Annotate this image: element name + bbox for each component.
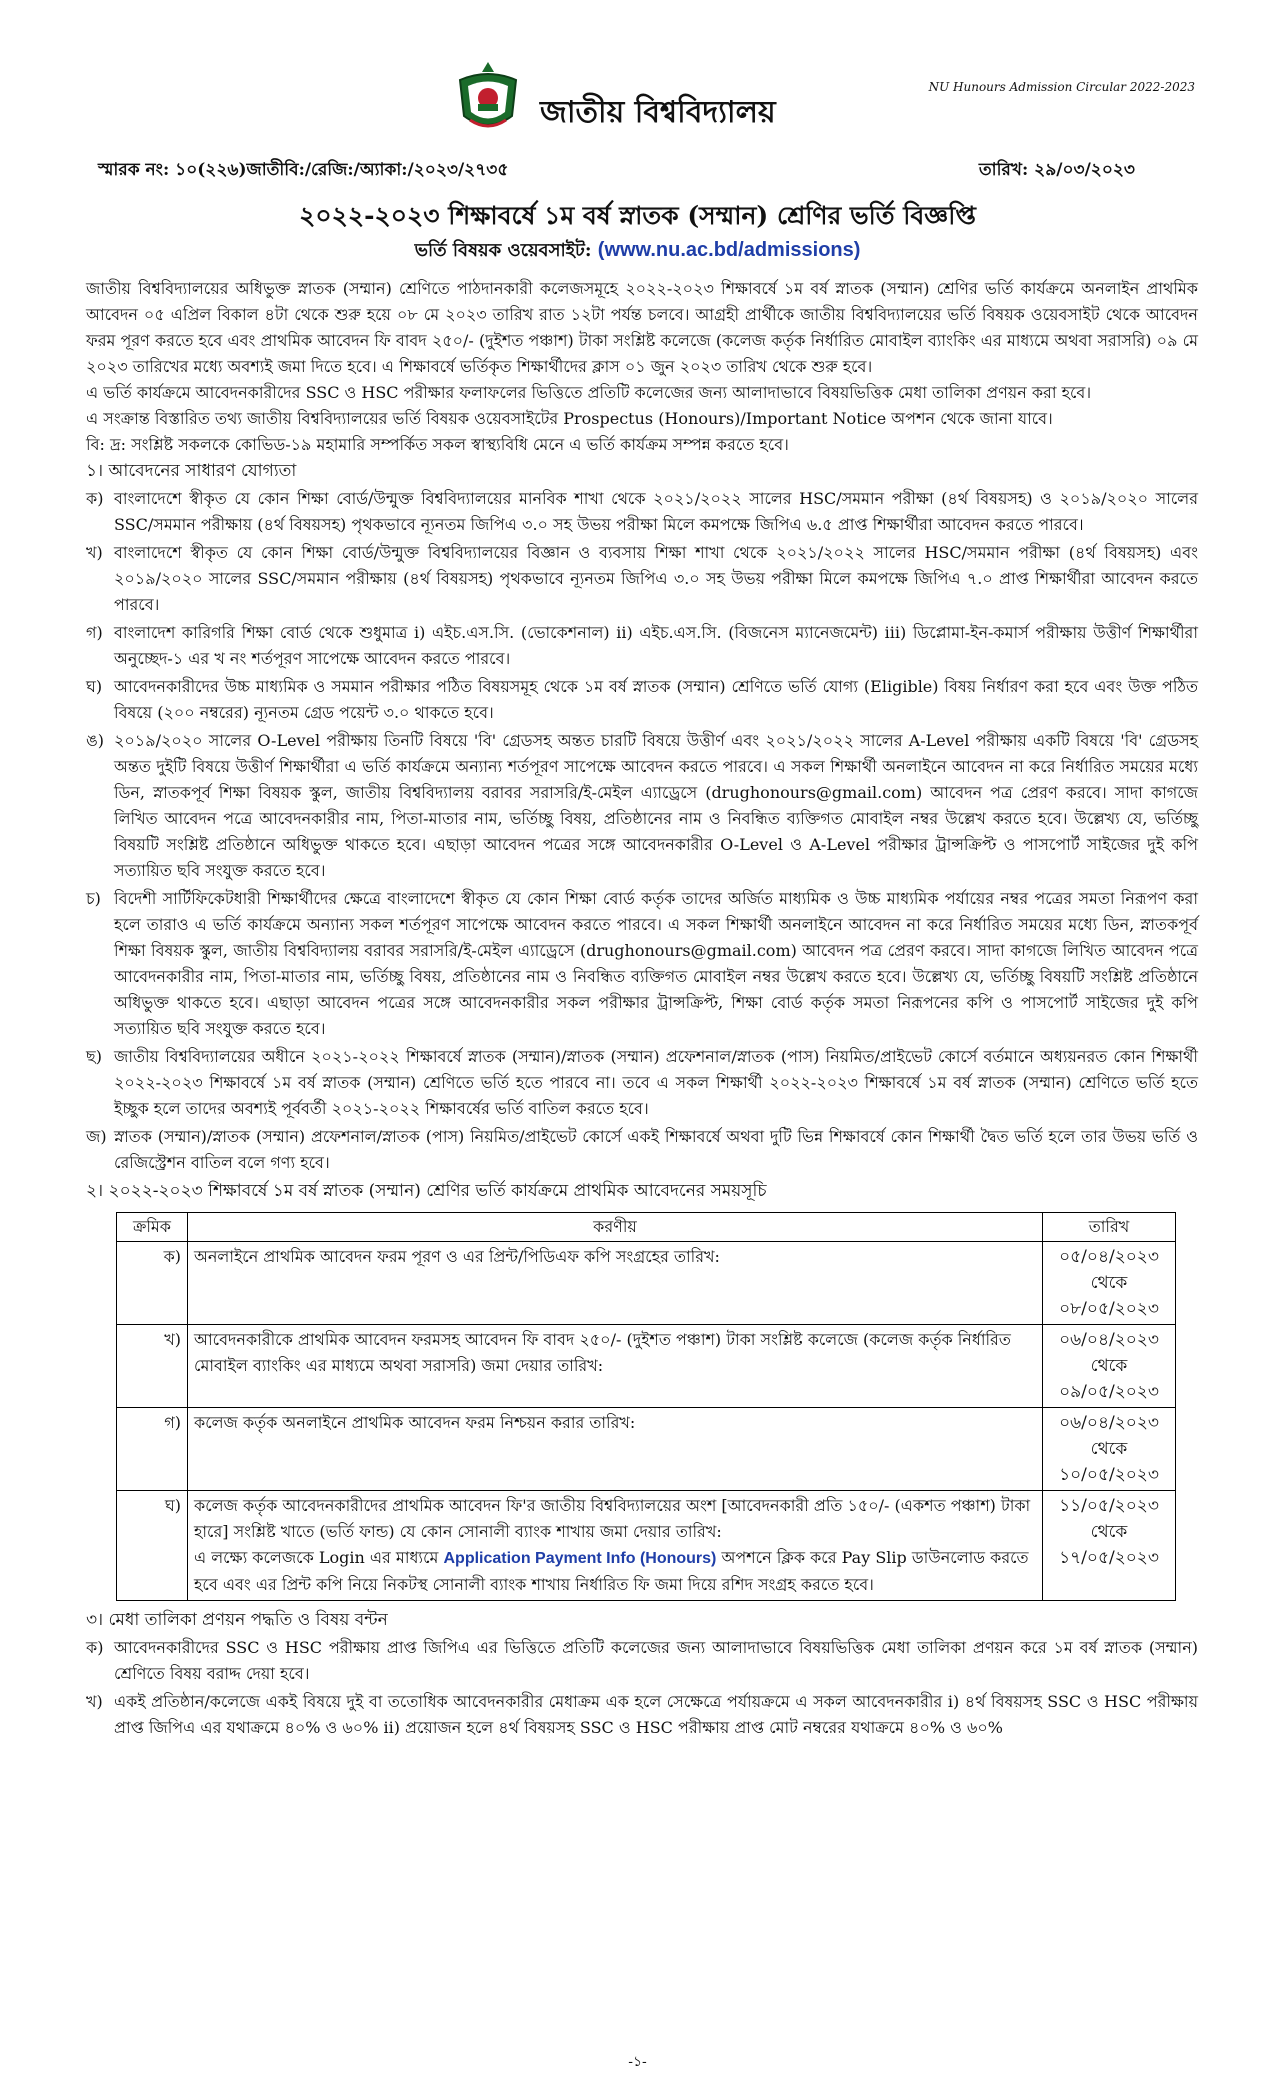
item-text: স্নাতক (সম্মান)/স্নাতক (সম্মান) প্রফেশনাল/স্নাতক (পাস) নিয়মিত/প্রাইভেট কোর্সে একই শিক্ষাবর্ষে অথবা দুটি ভিন্ন শিক্ষাবর্ষে কোন শিক্ষার্থী দ্বৈত ভর্তি হলে তার উভয় ভর্তি ও রেজিস্ট্রেশন বাতিল বলে গণ্য হবে। [114, 1127, 1198, 1172]
item-label: জ) [86, 1127, 107, 1146]
date-separator: থেকে [1090, 1439, 1128, 1459]
circular-title: ২০২২-২০২৩ শিক্ষাবর্ষে ১ম বর্ষ স্নাতক (সম্মান) শ্রেণির ভর্তি বিজ্ঞপ্তি [299, 201, 976, 230]
row-serial: ঘ) [117, 1491, 188, 1601]
item-label: ক) [86, 1638, 104, 1657]
column-header-serial: ক্রমিক [117, 1213, 188, 1242]
row-serial: ক) [117, 1242, 188, 1325]
date-from: ০৬/০৪/২০২৩ [1059, 1330, 1159, 1350]
row-task: অনলাইনে প্রাথমিক আবেদন ফরম পূরণ ও এর প্রিন্ট/পিডিএফ কপি সংগ্রহের তারিখ: [188, 1242, 1043, 1325]
date-separator: থেকে [1090, 1273, 1128, 1293]
instruction-part-2: অপশনে ক্লিক করে Pay Slip ডাউনলোড করতে হবে এবং এর প্রিন্ট কপি নিয়ে নিকটস্থ সোনালী ব্যাংক শাখায় নির্ধারিত ফি জমা দিয়ে রশিদ সংগ্রহ করতে হবে। [194, 1548, 1029, 1594]
admission-website [0, 236, 1275, 267]
item-label: ছ) [86, 1047, 102, 1066]
eligibility-item [86, 486, 1198, 538]
row-task-main: কলেজ কর্তৃক আবেদনকারীদের প্রাথমিক আবেদন ফি'র জাতীয় বিশ্ববিদ্যালয়ের অংশ [আবেদনকারী প্রতি ১৫০/- (একশত পঞ্চাশ) টাকা হারে] সংশ্লিষ্ট খাতে (ভর্তি ফান্ড) যে কোন সোনালী ব্যাংক শাখায় জমা দেয়ার তারিখ: [194, 1496, 1031, 1541]
date-to: ০৯/০৫/২০২৩ [1059, 1382, 1159, 1402]
column-header-task: করণীয় [188, 1213, 1043, 1242]
item-label: গ) [86, 623, 103, 642]
row-task: আবেদনকারীকে প্রাথমিক আবেদন ফরমসহ আবেদন ফি বাবদ ২৫০/- (দুইশত পঞ্চাশ) টাকা সংশ্লিষ্ট কলেজে (কলেজ কর্তৃক নির্ধারিত মোবাইল ব্যাংকিং এর মাধ্যমে অথবা সরাসরি) জমা দেয়ার তারিখ: [188, 1325, 1043, 1408]
date-from: ০৬/০৪/২০২৩ [1059, 1413, 1159, 1433]
section-1-title: ১। আবেদনের সাধারণ যোগ্যতা [86, 461, 297, 481]
eligibility-item [86, 674, 1198, 726]
merit-method-item [86, 1689, 1198, 1741]
prospectus-paragraph: এ সংক্রান্ত বিস্তারিত তথ্য জাতীয় বিশ্ববিদ্যালয়ের ভর্তি বিষয়ক ওয়েবসাইটের Prospectus (Honours)/Important Notice অপশন থেকে জানা যাবে। [86, 409, 1053, 428]
date-separator: থেকে [1090, 1356, 1128, 1376]
merit-method-item [86, 1635, 1198, 1687]
table-row [117, 1242, 1176, 1325]
item-text: আবেদনকারীদের উচ্চ মাধ্যমিক ও সমমান পরীক্ষার পঠিত বিষয়সমূহ থেকে ১ম বর্ষ স্নাতক (সম্মান) শ্রেণিতে ভর্তি যোগ্য (Eligible) বিষয় নির্ধারণ করা হবে এবং উক্ত পঠিত বিষয়ে (২০০ নম্বরের) ন্যূনতম গ্রেড পয়েন্ট ৩.০ থাকতে হবে। [114, 677, 1198, 722]
circular-header-note: NU Hunours Admission Circular 2022-2023 [928, 80, 1195, 94]
university-logo-icon [448, 58, 528, 138]
section-2-title: ২। ২০২২-২০২৩ শিক্ষাবর্ষে ১ম বর্ষ স্নাতক (সম্মান) শ্রেণির ভর্তি কার্যক্রমে প্রাথমিক আবেদনের সময়সূচি [86, 1181, 767, 1201]
row-date [1043, 1491, 1176, 1601]
row-serial: খ) [117, 1325, 188, 1408]
item-label: খ) [86, 1692, 103, 1711]
item-label: ঘ) [86, 677, 103, 696]
page-number: -১- [628, 2054, 647, 2070]
row-task-instructions [194, 1545, 1036, 1598]
eligibility-item [86, 620, 1198, 672]
column-header-date: তারিখ [1043, 1213, 1176, 1242]
item-text: একই প্রতিষ্ঠান/কলেজে একই বিষয়ে দুই বা ততোধিক আবেদনকারীর মেধাক্রম এক হলে সেক্ষেত্রে পর্যায়ক্রমে এ সকল আবেদনকারীর i) ৪র্থ বিষয়সহ SSC ও HSC পরীক্ষায় প্রাপ্ত জিপিএ এর যথাক্রমে ৪০% ও ৬০% ii) প্রয়োজন হলে ৪র্থ বিষয়সহ SSC ও HSC পরীক্ষায় প্রাপ্ত মোট নম্বরের যথাক্রমে ৪০% ও ৬০% [114, 1692, 1198, 1737]
row-serial: গ) [117, 1408, 188, 1491]
section-3-title: ৩। মেধা তালিকা প্রণয়ন পদ্ধতি ও বিষয় বন্টন [86, 1610, 388, 1630]
circular-body [86, 276, 1198, 1743]
item-label: চ) [86, 889, 101, 908]
row-task: কলেজ কর্তৃক অনলাইনে প্রাথমিক আবেদন ফরম নিশ্চয়ন করার তারিখ: [188, 1408, 1043, 1491]
table-header-row [117, 1213, 1176, 1242]
table-row [117, 1408, 1176, 1491]
eligibility-item [86, 540, 1198, 618]
date-to: ১৭/০৫/২০২৩ [1059, 1548, 1159, 1568]
row-date [1043, 1242, 1176, 1325]
row-date [1043, 1408, 1176, 1491]
table-row [117, 1491, 1176, 1601]
item-text: বিদেশী সার্টিফিকেটধারী শিক্ষার্থীদের ক্ষেত্রে বাংলাদেশে স্বীকৃত যে কোন শিক্ষা বোর্ড কর্তৃক তাদের অর্জিত মাধ্যমিক ও উচ্চ মাধ্যমিক পর্যায়ের নম্বর পত্রের সমতা নিরূপণ করা হলে তারাও এ ভর্তি কার্যক্রমে অন্যান্য সকল শর্তপূরণ সাপেক্ষে আবেদন করতে পারবে। এ সকল শিক্ষার্থী অনলাইনে আবেদন না করে নির্ধারিত সময়ের মধ্যে ডিন, স্নাতকপূর্ব শিক্ষা বিষয়ক স্কুল, জাতীয় বিশ্ববিদ্যালয় বরাবর সরাসরি/ই-মেইল এ্যাড্রেসে (drughonours@gmail.com) আবেদন পত্র প্রেরণ করবে। সাদা কাগজে লিখিত আবেদন পত্রে আবেদনকারীর নাম, পিতা-মাতার নাম, ভর্তিচ্ছু বিষয়, প্রতিষ্ঠানের নাম ও নিবন্ধিত ব্যক্তিগত মোবাইল নম্বর উল্লেখ করতে হবে। উল্লেখ্য যে, ভর্তিচ্ছু বিষয়টি সংশ্লিষ্ট প্রতিষ্ঠানে অধিভুক্ত থাকতে হবে। এছাড়া আবেদন পত্রের সঙ্গে আবেদনকারীর সকল পরীক্ষার ট্রান্সক্রিপ্ট, শিক্ষা বোর্ড কর্তৃক সমতা নিরূপনের কপি ও পাসপোর্ট সাইজের দুই কপি সত্যায়িত ছবি সংযুক্ত করতে হবে। [114, 889, 1198, 1038]
item-text: জাতীয় বিশ্ববিদ্যালয়ের অধীনে ২০২১-২০২২ শিক্ষাবর্ষে স্নাতক (সম্মান)/স্নাতক (সম্মান) প্রফেশনাল/স্নাতক (পাস) নিয়মিত/প্রাইভেট কোর্সে বর্তমানে অধ্যয়নরত কোন শিক্ষার্থী ২০২২-২০২৩ শিক্ষাবর্ষে ১ম বর্ষ স্নাতক (সম্মান) শ্রেণিতে ভর্তি হতে পারবে না। তবে এ সকল শিক্ষার্থী ২০২২-২০২৩ শিক্ষাবর্ষে ১ম বর্ষ স্নাতক (সম্মান) শ্রেণিতে ভর্তি হতে ইচ্ছুক হলে তাদের অবশ্যই পূর্ববর্তী ২০২১-২০২২ শিক্ষাবর্ষের ভর্তি বাতিল করতে হবে। [114, 1047, 1198, 1118]
date-separator: থেকে [1090, 1522, 1128, 1542]
table-row [117, 1325, 1176, 1408]
eligibility-item [86, 1044, 1198, 1122]
circular-date: তারিখ: ২৯/০৩/২০২৩ [978, 160, 1135, 180]
item-text: বাংলাদেশে স্বীকৃত যে কোন শিক্ষা বোর্ড/উন্মুক্ত বিশ্ববিদ্যালয়ের মানবিক শাখা থেকে ২০২১/২০২২ সালের HSC/সমমান পরীক্ষা (৪র্থ বিষয়সহ) ও ২০১৯/২০২০ সালের SSC/সমমান পরীক্ষায় (৪র্থ বিষয়সহ) পৃথকভাবে ন্যূনতম জিপিএ ৩.০ সহ উভয় পরীক্ষা মিলে কমপক্ষে জিপিএ ৬.৫ প্রাপ্ত শিক্ষার্থীরা আবেদন করতে পারবে। [114, 489, 1198, 534]
date-from: ০৫/০৪/২০২৩ [1059, 1247, 1159, 1267]
application-payment-info-link[interactable]: Application Payment Info (Honours) [443, 1550, 717, 1567]
date-from: ১১/০৫/২০২৩ [1059, 1496, 1159, 1516]
merit-list-paragraph: এ ভর্তি কার্যক্রমে আবেদনকারীদের SSC ও HSC পরীক্ষার ফলাফলের ভিত্তিতে প্রতিটি কলেজের জন্য আলাদাভাবে বিষয়ভিত্তিক মেধা তালিকা প্রণয়ন করা হবে। [86, 383, 1092, 402]
item-label: ক) [86, 489, 104, 508]
website-label: ভর্তি বিষয়ক ওয়েবসাইট: [414, 240, 592, 261]
website-link[interactable]: (www.nu.ac.bd/admissions) [597, 239, 861, 261]
eligibility-item [86, 1124, 1198, 1176]
item-text: বাংলাদেশে স্বীকৃত যে কোন শিক্ষা বোর্ড/উন্মুক্ত বিশ্ববিদ্যালয়ের বিজ্ঞান ও ব্যবসায় শিক্ষা শাখা থেকে ২০২১/২০২২ সালের HSC/সমমান পরীক্ষা (৪র্থ বিষয়সহ) এবং ২০১৯/২০২০ সালের SSC/সমমান পরীক্ষায় (৪র্থ বিষয়সহ) পৃথকভাবে ন্যূনতম জিপিএ ৩.০ সহ উভয় পরীক্ষা মিলে কমপক্ষে জিপিএ ৭.০ প্রাপ্ত শিক্ষার্থীরা আবেদন করতে পারবে। [114, 543, 1198, 614]
covid-note: বি: দ্র: সংশ্লিষ্ট সকলকে কোভিড-১৯ মহামারি সম্পর্কিত সকল স্বাস্থ্যবিধি মেনে এ ভর্তি কার্যক্রম সম্পন্ন করতে হবে। [86, 435, 789, 454]
item-label: খ) [86, 543, 103, 562]
item-label: ঙ) [86, 731, 104, 750]
date-to: ০৮/০৫/২০২৩ [1059, 1299, 1159, 1319]
memo-number: স্মারক নং: ১০(২২৬)জাতীবি:/রেজি:/অ্যাকা:/২০২৩/২৭৩৫ [98, 160, 509, 180]
eligibility-item [86, 728, 1198, 884]
item-text: বাংলাদেশ কারিগরি শিক্ষা বোর্ড থেকে শুধুমাত্র i) এইচ.এস.সি. (ভোকেশনাল) ii) এইচ.এস.সি. (বিজনেস ম্যানেজমেন্ট) iii) ডিপ্লোমা-ইন-কমার্স পরীক্ষায় উত্তীর্ণ শিক্ষার্থীরা অনুচ্ছেদ-১ এর খ নং শর্তপূরণ সাপেক্ষে আবেদন করতে পারবে। [114, 623, 1198, 668]
schedule-table [116, 1212, 1176, 1601]
row-date [1043, 1325, 1176, 1408]
eligibility-item [86, 886, 1198, 1042]
date-to: ১০/০৫/২০২৩ [1059, 1465, 1159, 1485]
item-text: ২০১৯/২০২০ সালের O-Level পরীক্ষায় তিনটি বিষয়ে 'বি' গ্রেডসহ অন্তত চারটি বিষয়ে উত্তীর্ণ এবং ২০২১/২০২২ সালের A-Level পরীক্ষায় একটি বিষয়ে 'বি' গ্রেডসহ অন্তত দুইটি বিষয়ে উত্তীর্ণ শিক্ষার্থীরা এ ভর্তি কার্যক্রমে অন্যান্য শর্তপূরণ সাপেক্ষে আবেদন করতে পারবে। এ সকল শিক্ষার্থী অনলাইনে আবেদন না করে নির্ধারিত সময়ের মধ্যে ডিন, স্নাতকপূর্ব শিক্ষা বিষয়ক স্কুল, জাতীয় বিশ্ববিদ্যালয় বরাবর সরাসরি/ই-মেইল এ্যাড্রেসে (drughonours@gmail.com) আবেদন পত্র প্রেরণ করবে। সাদা কাগজে লিখিত আবেদন পত্রে আবেদনকারীর নাম, পিতা-মাতার নাম, ভর্তিচ্ছু বিষয়, প্রতিষ্ঠানের নাম ও নিবন্ধিত ব্যক্তিগত মোবাইল নম্বর উল্লেখ করতে হবে। উল্লেখ্য যে, ভর্তিচ্ছু বিষয়টি সংশ্লিষ্ট প্রতিষ্ঠানে অধিভুক্ত থাকতে হবে। এছাড়া আবেদন পত্রের সঙ্গে আবেদনকারীর O-Level ও A-Level পরীক্ষার ট্রান্সক্রিপ্ট ও পাসপোর্ট সাইজের দুই কপি সত্যায়িত ছবি সংযুক্ত করতে হবে। [114, 731, 1198, 880]
intro-paragraph: জাতীয় বিশ্ববিদ্যালয়ের অধিভুক্ত স্নাতক (সম্মান) শ্রেণিতে পাঠদানকারী কলেজসমূহে ২০২২-২০২৩ শিক্ষাবর্ষে ১ম বর্ষ স্নাতক (সম্মান) শ্রেণির ভর্তি কার্যক্রমে অনলাইন প্রাথমিক আবেদন ০৫ এপ্রিল বিকাল ৪টা থেকে শুরু হয়ে ০৮ মে ২০২৩ তারিখ রাত ১২টা পর্যন্ত চলবে। আগ্রহী প্রার্থীকে জাতীয় বিশ্ববিদ্যালয়ের ভর্তি বিষয়ক ওয়েবসাইট থেকে আবেদন ফরম পূরণ করতে হবে এবং প্রাথমিক আবেদন ফি বাবদ ২৫০/- (দুইশত পঞ্চাশ) টাকা সংশ্লিষ্ট কলেজে (কলেজ কর্তৃক নির্ধারিত মোবাইল ব্যাংকিং এর মাধ্যমে অথবা সরাসরি) ০৯ মে ২০২৩ তারিখের মধ্যে অবশ্যই জমা দিতে হবে। এ শিক্ষাবর্ষে ভর্তিকৃত শিক্ষার্থীদের ক্লাস ০১ জুন ২০২৩ তারিখ থেকে শুরু হবে। [86, 279, 1198, 376]
row-task [188, 1491, 1043, 1601]
university-name: জাতীয় বিশ্ববিদ্যালয় [540, 95, 776, 130]
item-text: আবেদনকারীদের SSC ও HSC পরীক্ষায় প্রাপ্ত জিপিএ এর ভিত্তিতে প্রতিটি কলেজের জন্য আলাদাভাবে বিষয়ভিত্তিক মেধা তালিকা প্রণয়ন করে ১ম বর্ষ স্নাতক (সম্মান) শ্রেণিতে বিষয় বরাদ্দ দেয়া হবে। [114, 1638, 1198, 1683]
instruction-part-1: এ লক্ষ্যে কলেজকে Login এর মাধ্যমে [194, 1548, 439, 1567]
